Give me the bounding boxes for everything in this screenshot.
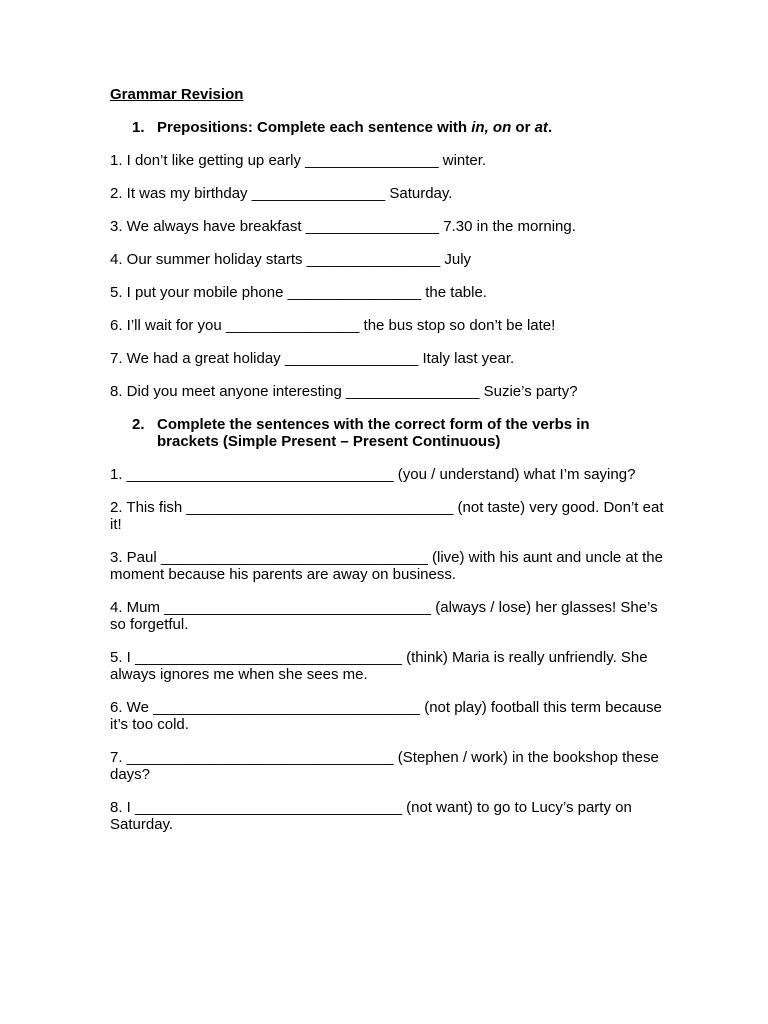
section-1-heading — [132, 119, 632, 136]
instruction-prepositions: in, on — [471, 119, 512, 136]
exercise-item: 5. I put your mobile phone ________________ the table. — [110, 284, 487, 301]
exercise-item: 2. It was my birthday ________________ Saturday. — [110, 185, 453, 202]
document-title: Grammar Revision — [110, 86, 244, 103]
instruction-period: . — [547, 119, 553, 136]
section-2-number: 2. — [132, 416, 145, 433]
section-2-heading — [132, 416, 632, 450]
exercise-item: 1. ________________________________ (you / understand) what I’m saying? — [110, 466, 636, 483]
instruction-text: Prepositions: Complete each sentence with — [157, 119, 472, 136]
instruction-at: at — [534, 119, 548, 136]
exercise-item: 4. Mum ________________________________ (always / lose) her glasses! She’s so forgetful. — [110, 599, 658, 633]
exercise-item: 7. We had a great holiday ________________ Italy last year. — [110, 350, 515, 367]
exercise-item: 3. We always have breakfast ________________ 7.30 in the morning. — [110, 218, 576, 235]
exercise-item: 6. I’ll wait for you ________________ the bus stop so don’t be late! — [110, 317, 556, 334]
exercise-item: 1. I don’t like getting up early ________________ winter. — [110, 152, 487, 169]
section-1-instruction — [157, 119, 632, 136]
exercise-item: 6. We ________________________________ (not play) football this term because it’s too cold. — [110, 699, 662, 733]
exercise-item: 8. I ________________________________ (not want) to go to Lucy’s party on Saturday. — [110, 799, 632, 833]
section-2-items — [110, 466, 666, 833]
section-2-instruction: Complete the sentences with the correct form of the verbs in brackets (Simple Present – Present Continuous) — [157, 416, 590, 450]
section-1-items — [110, 152, 666, 400]
exercise-item: 2. This fish ________________________________ (not taste) very good. Don’t eat it! — [110, 499, 664, 533]
exercise-item: 4. Our summer holiday starts ________________ July — [110, 251, 472, 268]
exercise-item: 7. ________________________________ (Stephen / work) in the bookshop these days? — [110, 749, 659, 783]
exercise-item: 8. Did you meet anyone interesting ________________ Suzie’s party? — [110, 383, 578, 400]
worksheet-content — [110, 86, 666, 833]
instruction-or: or — [511, 119, 535, 136]
section-1-number: 1. — [132, 119, 145, 136]
exercise-item: 5. I ________________________________ (think) Maria is really unfriendly. She always ignores me when she sees me. — [110, 649, 648, 683]
exercise-item: 3. Paul ________________________________ (live) with his aunt and uncle at the moment because his parents are away on business. — [110, 549, 663, 583]
